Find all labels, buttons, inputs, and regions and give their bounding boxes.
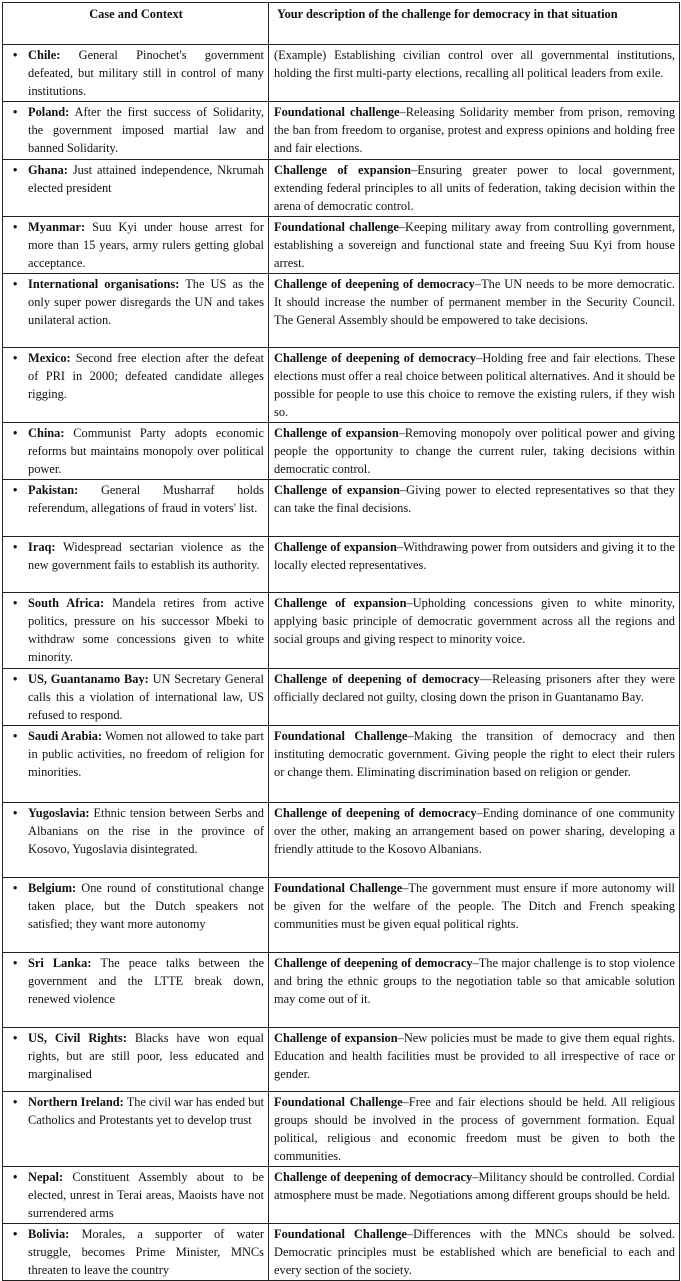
case-context: Suu Kyi under house arrest for more than 15 years, army rulers getting global acceptance. (28, 220, 264, 270)
challenge-label: Challenge of expansion (274, 596, 407, 610)
challenge-cell (269, 1224, 680, 1281)
case-country: Sri Lanka: (28, 956, 92, 970)
challenge-label: Challenge of deepening of democracy (274, 806, 477, 820)
challenge-cell (269, 423, 680, 480)
case-cell (3, 217, 269, 274)
case-context: Blacks have won equal rights, but are still poor, less educated and marginalised (28, 1031, 264, 1081)
table-row (3, 423, 680, 480)
table-row (3, 1092, 680, 1167)
table-row (3, 593, 680, 669)
challenge-label: Challenge of deepening of democracy (274, 1170, 473, 1184)
bullet-icon: • (13, 1031, 18, 1045)
case-country: US, Guantanamo Bay: (28, 672, 149, 686)
challenge-label: Foundational challenge (274, 105, 400, 119)
challenge-description: –Making the transition of democracy and then instituting democratic government. Giving people the right to elect their rulers or change them. Eliminating discrimination based on religion or gender. (274, 729, 675, 779)
challenge-cell (269, 593, 680, 669)
challenge-description: –Withdrawing power from outsiders and giving it to the locally elected representatives. (274, 540, 676, 572)
challenge-label: Challenge of deepening of democracy (274, 956, 473, 970)
bullet-icon: • (13, 48, 18, 62)
challenge-description: –Militancy should be controlled. Cordial atmosphere must be made. Negotiations among different groups should be held. (274, 1170, 675, 1202)
challenge-label: Foundational challenge (274, 220, 399, 234)
challenge-cell (269, 803, 680, 878)
challenge-label: Challenge of expansion (274, 1031, 398, 1045)
case-cell (3, 726, 269, 803)
bullet-icon: • (13, 881, 18, 895)
bullet-icon: • (13, 956, 18, 970)
case-context: Widespread sectarian violence as the new government fails to establish its authority. (28, 540, 264, 572)
challenge-cell (269, 726, 680, 803)
table-row (3, 953, 680, 1028)
challenge-cell (269, 217, 680, 274)
table-row (3, 102, 680, 160)
bullet-icon: • (13, 1170, 18, 1184)
bullet-icon: • (13, 672, 18, 686)
bullet-icon: • (13, 1095, 18, 1109)
case-cell (3, 878, 269, 953)
challenge-cell (269, 45, 680, 102)
table-row (3, 45, 680, 102)
challenge-description: –Differences with the MNCs should be solved. Democratic principles must be established which are beneficial to each and every section of the society. (274, 1227, 675, 1277)
case-cell (3, 803, 269, 878)
table-body (3, 45, 680, 1281)
case-country: Chile: (28, 48, 61, 62)
case-country: US, Civil Rights: (28, 1031, 127, 1045)
challenge-description: –Giving power to elected representatives so that they can take the final decisions. (274, 483, 676, 515)
table-header-row (3, 3, 680, 45)
table-row (3, 726, 680, 803)
case-cell (3, 669, 269, 726)
case-cell (3, 537, 269, 593)
bullet-icon: • (13, 806, 18, 820)
case-context: Ethnic tension between Serbs and Albanians on the rise in the province of Kosovo, Yugoslavia disintegrated. (28, 806, 264, 856)
table-row (3, 1167, 680, 1224)
case-context: General Pinochet's government defeated, but military still in control of many institutions. (28, 48, 264, 98)
case-country: Myanmar: (28, 220, 86, 234)
challenge-cell (269, 1028, 680, 1092)
challenge-label: Foundational Challenge (274, 881, 403, 895)
challenge-description: –Keeping military away from controlling government, establishing a sovereign and functional state and freeing Suu Kyi from house arrest. (274, 220, 675, 270)
challenge-description: –New policies must be made to give them equal rights. Education and health facilities must be provided to all irrespective of race or gender. (274, 1031, 675, 1081)
case-cell (3, 1224, 269, 1281)
challenge-description: –Removing monopoly over political power and giving people the opportunity to change the current ruler, taking decisions within democratic control. (274, 426, 675, 476)
case-country: South Africa: (28, 596, 105, 610)
bullet-icon: • (13, 483, 18, 497)
case-country: Belgium: (28, 881, 77, 895)
case-context: One round of constitutional change taken place, but the Dutch speakers not satisfied; they want more autonomy (28, 881, 264, 931)
challenge-label: Foundational Challenge (274, 1095, 403, 1109)
bullet-icon: • (13, 105, 18, 119)
case-cell (3, 102, 269, 160)
case-country: Nepal: (28, 1170, 64, 1184)
case-country: Saudi Arabia: (28, 729, 103, 743)
bullet-icon: • (13, 163, 18, 177)
democracy-challenges-table (2, 2, 680, 1281)
case-cell (3, 1092, 269, 1167)
table-row (3, 480, 680, 537)
case-context: The civil war has ended but Catholics and Protestants yet to develop trust (28, 1095, 264, 1127)
challenge-label: Challenge of expansion (274, 483, 400, 497)
challenge-cell (269, 1092, 680, 1167)
case-cell (3, 953, 269, 1028)
case-cell (3, 423, 269, 480)
case-context: Just attained independence, Nkrumah elected president (28, 163, 264, 195)
case-cell (3, 480, 269, 537)
table-row (3, 669, 680, 726)
challenge-cell (269, 878, 680, 953)
case-context: The US as the only super power disregards the UN and takes unilateral action. (28, 277, 265, 327)
case-country: Mexico: (28, 351, 71, 365)
bullet-icon: • (13, 540, 18, 554)
challenge-description: –The government must ensure if more autonomy will be given for the welfare of the people. The Ditch and French speaking communities must be given equal political rights. (274, 881, 675, 931)
challenge-cell (269, 274, 680, 348)
bullet-icon: • (13, 220, 18, 234)
case-cell (3, 1028, 269, 1092)
case-context: Second free election after the defeat of PRI in 2000; defeated candidate alleges rigging. (28, 351, 264, 401)
bullet-icon: • (13, 729, 18, 743)
case-cell (3, 45, 269, 102)
case-cell (3, 348, 269, 423)
challenge-description: –Releasing Solidarity member from prison, removing the ban from freedom to organise, protest and express opinions and holding free and fair elections. (274, 105, 675, 155)
challenge-description: –Holding free and fair elections. These elections must offer a real choice between political alternatives. And it should be possible for people to use this choice to remove the existing rulers, if they wish so. (274, 351, 675, 419)
case-context: Communist Party adopts economic reforms but maintains monopoly over political power. (28, 426, 264, 476)
case-country: International organisations: (28, 277, 180, 291)
header-challenge-description: Your description of the challenge for democracy in that situation (269, 3, 680, 45)
challenge-cell (269, 160, 680, 217)
challenge-description: –The major challenge is to stop violence and bring the ethnic groups to the negotiation table so that amicable solution may come out of it. (274, 956, 675, 1006)
challenge-cell (269, 348, 680, 423)
challenge-cell (269, 102, 680, 160)
challenge-label: Challenge of expansion (274, 426, 399, 440)
challenge-description: –Free and fair elections should be held. All religious groups should be involved in the process of government formation. Equal political, religious and economic freedom must be given to both the communities. (274, 1095, 675, 1163)
challenge-cell (269, 537, 680, 593)
bullet-icon: • (13, 1227, 18, 1241)
case-country: Poland: (28, 105, 70, 119)
case-country: Yugoslavia: (28, 806, 90, 820)
case-context: Women not allowed to take part in public activities, no freedom of religion for minorities. (28, 729, 264, 779)
case-context: UN Secretary General calls this a violation of international law, US refused to respond. (28, 672, 264, 722)
challenge-label: Challenge of deepening of democracy (274, 672, 480, 686)
case-country: China: (28, 426, 65, 440)
case-context: The peace talks between the government and the LTTE break down, renewed violence (28, 956, 265, 1006)
table-row (3, 1224, 680, 1281)
case-country: Iraq: (28, 540, 56, 554)
challenge-label: Challenge of expansion (274, 540, 397, 554)
challenge-label: Foundational Challenge (274, 729, 408, 743)
case-cell (3, 593, 269, 669)
case-country: Bolivia: (28, 1227, 70, 1241)
challenge-label: Challenge of expansion (274, 163, 412, 177)
case-cell (3, 274, 269, 348)
table-row (3, 274, 680, 348)
challenge-description: (Example) Establishing civilian control over all governmental institutions, holding the first multi-party elections, recalling all political leaders from exile. (274, 48, 675, 80)
challenge-label: Foundational Challenge (274, 1227, 407, 1241)
header-case-and-context: Case and Context (3, 3, 269, 45)
table-row (3, 217, 680, 274)
challenge-description: –The UN needs to be more democratic. It should increase the number of permanent member in the Security Council. The General Assembly should be empowered to take decisions. (274, 277, 675, 327)
case-context: Constituent Assembly about to be elected, unrest in Terai areas, Maoists have not surrendered arms (28, 1170, 264, 1220)
challenge-label: Challenge of deepening of democracy (274, 277, 475, 291)
case-cell (3, 1167, 269, 1224)
challenge-cell (269, 669, 680, 726)
case-context: Mandela retires from active politics, pressure on his successor Mbeki to withdraw some concessions given to white minority. (28, 596, 264, 664)
challenge-label: Challenge of deepening of democracy (274, 351, 477, 365)
bullet-icon: • (13, 426, 18, 440)
bullet-icon: • (13, 596, 18, 610)
case-cell (3, 160, 269, 217)
case-country: Northern Ireland: (28, 1095, 124, 1109)
table-row (3, 160, 680, 217)
challenge-description: –Ensuring greater power to local government, extending federal principles to all units of federation, taking decision within the arena of democratic control. (274, 163, 676, 213)
challenge-cell (269, 953, 680, 1028)
bullet-icon: • (13, 351, 18, 365)
challenge-description: –Upholding concessions given to white minority, applying basic principle of democratic government across all the regions and social groups and giving respect to minority voice. (274, 596, 676, 646)
table-row (3, 537, 680, 593)
case-context: General Musharraf holds referendum, allegations of fraud in voters' list. (28, 483, 264, 515)
challenge-description: —Releasing prisoners after they were officially declared not guilty, closing down the prison in Guantanamo Bay. (274, 672, 675, 704)
case-context: After the first success of Solidarity, the government imposed martial law and banned Solidarity. (28, 105, 264, 155)
challenge-cell (269, 1167, 680, 1224)
case-country: Pakistan: (28, 483, 79, 497)
challenge-description: –Ending dominance of one community over the other, making an arrangement based on power sharing, developing a friendly attitude to the Kosovo Albanians. (274, 806, 675, 856)
table-row (3, 348, 680, 423)
challenge-cell (269, 480, 680, 537)
case-context: Morales, a supporter of water struggle, becomes Prime Minister, MNCs threaten to leave the country (28, 1227, 264, 1277)
bullet-icon: • (13, 277, 18, 291)
table-row (3, 1028, 680, 1092)
table-row (3, 803, 680, 878)
table-row (3, 878, 680, 953)
case-country: Ghana: (28, 163, 68, 177)
